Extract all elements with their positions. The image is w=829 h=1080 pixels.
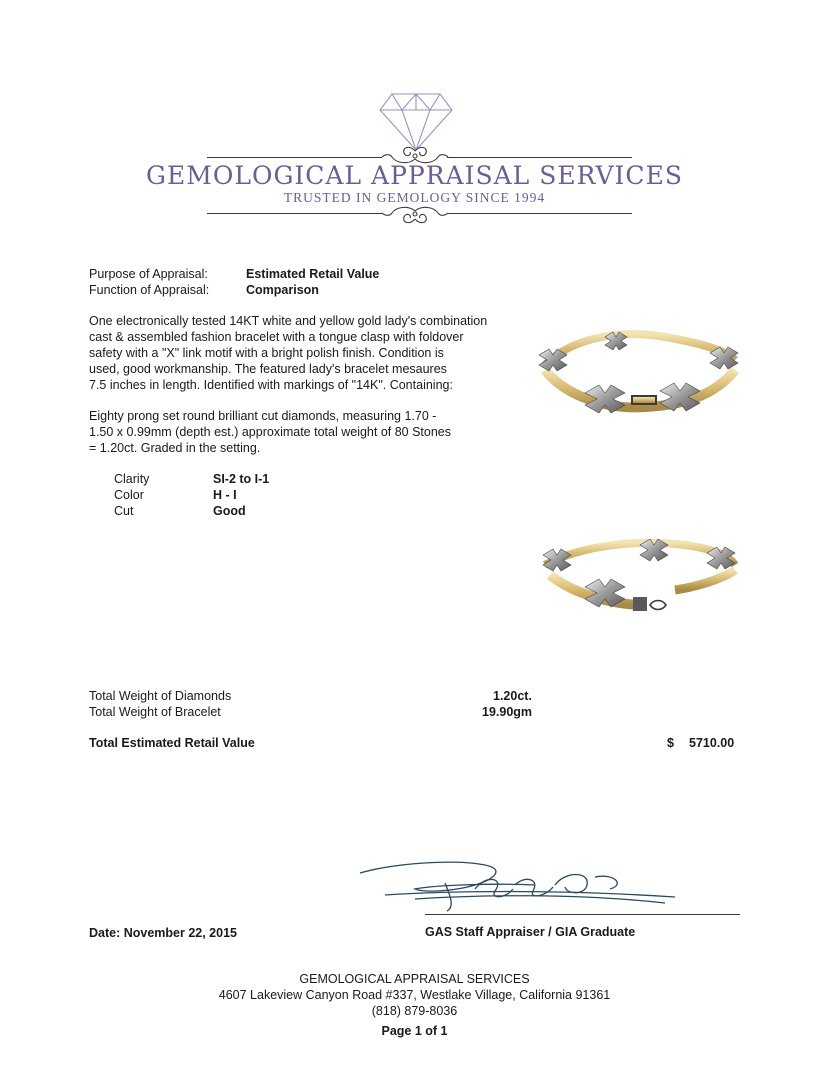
- flourish-bottom-icon: [380, 201, 450, 225]
- total-bracelet-weight-value: 19.90gm: [482, 705, 533, 719]
- diamond-line: Eighty prong set round brilliant cut diamonds, measuring 1.70 -: [89, 409, 437, 423]
- description-line: One electronically tested 14KT white and yellow gold lady's combination: [89, 314, 488, 328]
- function-value: Comparison: [246, 283, 319, 297]
- cut-value: Good: [213, 504, 246, 518]
- header-rule-bottom-left: [207, 213, 382, 214]
- footer-address: 4607 Lakeview Canyon Road #337, Westlake Village, California 91361: [218, 988, 611, 1002]
- total-retail-value-label: Total Estimated Retail Value: [89, 736, 255, 750]
- header-rule-top-right: [447, 157, 632, 158]
- company-name: GEMOLOGICAL APPRAISAL SERVICES: [146, 161, 683, 190]
- signature-line: [425, 914, 740, 915]
- total-bracelet-weight-label: Total Weight of Bracelet: [89, 705, 221, 719]
- clarity-value: SI-2 to I-1: [213, 472, 270, 486]
- diamond-line: 1.50 x 0.99mm (depth est.) approximate total weight of 80 Stones: [89, 425, 452, 439]
- bracelet-photo-bottom: [535, 535, 745, 635]
- appraiser-title: GAS Staff Appraiser / GIA Graduate: [425, 925, 636, 939]
- clarity-label: Clarity: [114, 472, 150, 486]
- total-diamond-weight-label: Total Weight of Diamonds: [89, 689, 232, 703]
- item-description: [89, 313, 529, 393]
- function-label: Function of Appraisal:: [89, 283, 210, 297]
- currency-symbol: $: [667, 736, 674, 750]
- bracelet-photo-top: [535, 325, 745, 425]
- total-diamond-weight-value: 1.20ct.: [493, 689, 532, 703]
- diamond-logo-icon: [378, 92, 454, 152]
- purpose-label: Purpose of Appraisal:: [89, 267, 208, 281]
- color-value: H - I: [213, 488, 237, 502]
- footer-phone: (818) 879-8036: [371, 1004, 458, 1018]
- diamond-line: = 1.20ct. Graded in the setting.: [89, 441, 261, 455]
- footer-company: GEMOLOGICAL APPRAISAL SERVICES: [299, 972, 530, 986]
- appraisal-date: Date: November 22, 2015: [89, 926, 237, 940]
- page-number: Page 1 of 1: [381, 1024, 448, 1038]
- color-label: Color: [114, 488, 144, 502]
- description-line: 7.5 inches in length. Identified with markings of "14K". Containing:: [89, 378, 453, 392]
- description-line: used, good workmanship. The featured lady's bracelet mesaures: [89, 362, 447, 376]
- company-tagline: TRUSTED IN GEMOLOGY SINCE 1994: [283, 190, 546, 205]
- cut-label: Cut: [114, 504, 134, 518]
- description-line: safety with a "X" link motif with a bright polish finish. Condition is: [89, 346, 444, 360]
- header-rule-bottom-right: [447, 213, 632, 214]
- purpose-value: Estimated Retail Value: [246, 267, 380, 281]
- handwritten-signature: [355, 855, 685, 917]
- header-rule-top-left: [207, 157, 382, 158]
- diamond-description: [89, 408, 529, 456]
- total-retail-value: 5710.00: [689, 736, 735, 750]
- description-line: cast & assembled fashion bracelet with a tongue clasp with foldover: [89, 330, 464, 344]
